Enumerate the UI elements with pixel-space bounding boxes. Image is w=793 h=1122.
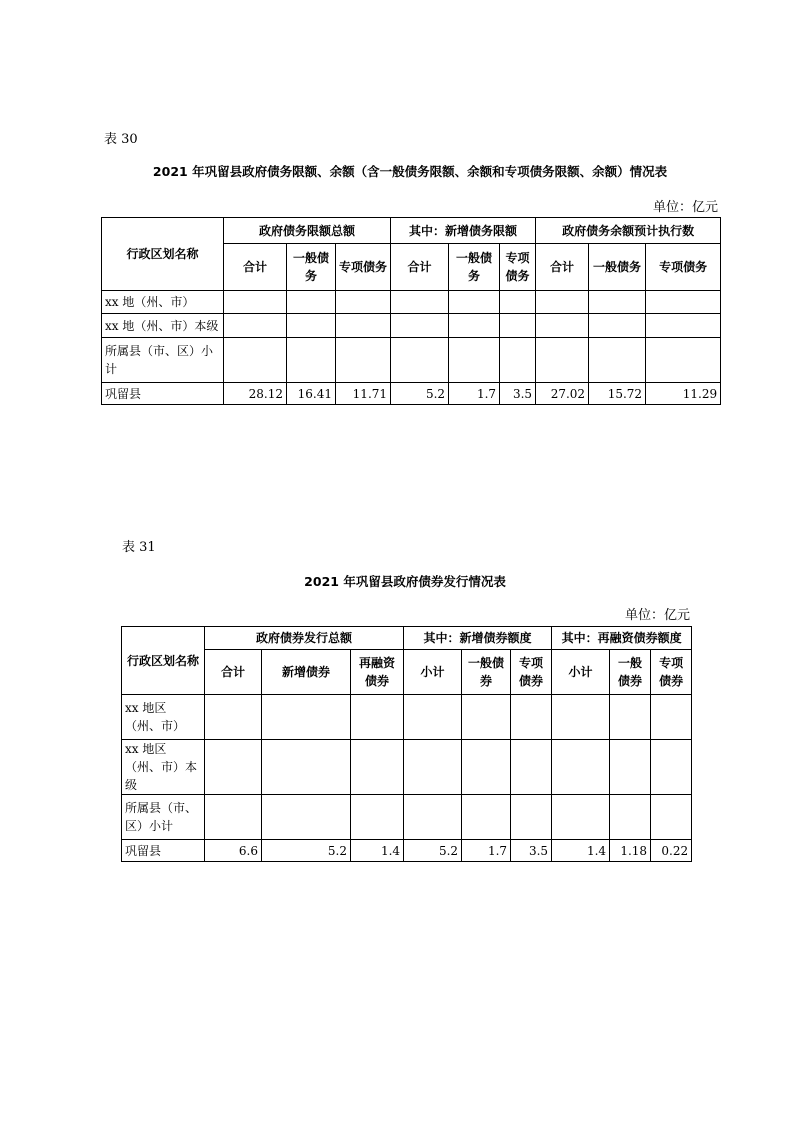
table30-region-header: 行政区划名称 bbox=[102, 218, 224, 291]
cell bbox=[287, 291, 336, 314]
cell bbox=[262, 740, 351, 795]
cell bbox=[462, 740, 511, 795]
cell bbox=[646, 291, 721, 314]
cell bbox=[351, 795, 404, 840]
cell bbox=[287, 314, 336, 338]
cell: 1.18 bbox=[610, 840, 651, 862]
cell bbox=[224, 338, 287, 383]
cell: 6.6 bbox=[205, 840, 262, 862]
cell bbox=[391, 338, 449, 383]
table30-header-row bbox=[102, 218, 721, 244]
cell bbox=[462, 695, 511, 740]
row-name: xx 地区（州、市）本级 bbox=[122, 740, 205, 795]
cell bbox=[500, 338, 536, 383]
row-name: xx 地（州、市）本级 bbox=[102, 314, 224, 338]
table31-subheader: 小计 bbox=[552, 650, 610, 695]
cell bbox=[536, 338, 589, 383]
cell bbox=[351, 740, 404, 795]
table30-subheader: 一般债务 bbox=[589, 244, 646, 291]
cell bbox=[404, 695, 462, 740]
cell bbox=[449, 314, 500, 338]
cell bbox=[500, 291, 536, 314]
table-row bbox=[122, 840, 692, 862]
table31-subheader-row bbox=[122, 650, 692, 695]
table31-subheader: 新增债券 bbox=[262, 650, 351, 695]
cell: 15.72 bbox=[589, 383, 646, 405]
cell: 1.7 bbox=[462, 840, 511, 862]
cell bbox=[646, 314, 721, 338]
row-name: 所属县（市、区）小计 bbox=[102, 338, 224, 383]
cell bbox=[589, 338, 646, 383]
table30-subheader: 合计 bbox=[224, 244, 287, 291]
cell bbox=[287, 338, 336, 383]
cell bbox=[205, 740, 262, 795]
cell: 1.4 bbox=[552, 840, 610, 862]
cell bbox=[651, 740, 692, 795]
cell bbox=[610, 795, 651, 840]
table31-group3-header: 其中：再融资债券额度 bbox=[552, 627, 692, 650]
cell bbox=[224, 291, 287, 314]
table30-subheader: 合计 bbox=[391, 244, 449, 291]
table31 bbox=[121, 626, 692, 862]
cell bbox=[511, 695, 552, 740]
table-row bbox=[102, 383, 721, 405]
table30-group3-header: 政府债务余额预计执行数 bbox=[536, 218, 721, 244]
cell bbox=[404, 740, 462, 795]
table-row bbox=[122, 695, 692, 740]
cell: 1.4 bbox=[351, 840, 404, 862]
table31-group1-header: 政府债券发行总额 bbox=[205, 627, 404, 650]
table31-title: 2021 年巩留县政府债券发行情况表 bbox=[304, 574, 506, 589]
table-row bbox=[102, 291, 721, 314]
table30-subheader: 一般债务 bbox=[287, 244, 336, 291]
cell bbox=[651, 795, 692, 840]
table30 bbox=[101, 217, 721, 405]
cell bbox=[404, 795, 462, 840]
row-name: xx 地区（州、市） bbox=[122, 695, 205, 740]
table30-unit: 单位：亿元 bbox=[652, 200, 718, 215]
cell: 3.5 bbox=[511, 840, 552, 862]
cell: 5.2 bbox=[391, 383, 449, 405]
cell bbox=[224, 314, 287, 338]
cell bbox=[589, 291, 646, 314]
table30-subheader: 专项债务 bbox=[336, 244, 391, 291]
cell bbox=[536, 314, 589, 338]
cell: 16.41 bbox=[287, 383, 336, 405]
cell: 11.29 bbox=[646, 383, 721, 405]
table31-header-row bbox=[122, 627, 692, 650]
cell: 1.7 bbox=[449, 383, 500, 405]
cell bbox=[552, 695, 610, 740]
table30-subheader: 合计 bbox=[536, 244, 589, 291]
table30-subheader: 专项债务 bbox=[500, 244, 536, 291]
table31-subheader: 一般债券 bbox=[462, 650, 511, 695]
cell bbox=[351, 695, 404, 740]
cell bbox=[511, 795, 552, 840]
cell bbox=[449, 291, 500, 314]
cell: 5.2 bbox=[404, 840, 462, 862]
cell bbox=[646, 338, 721, 383]
cell bbox=[336, 314, 391, 338]
cell bbox=[500, 314, 536, 338]
cell bbox=[536, 291, 589, 314]
cell: 0.22 bbox=[651, 840, 692, 862]
table31-subheader: 合计 bbox=[205, 650, 262, 695]
cell bbox=[391, 314, 449, 338]
cell bbox=[552, 740, 610, 795]
cell bbox=[205, 695, 262, 740]
cell bbox=[552, 795, 610, 840]
table31-label: 表 31 bbox=[122, 540, 156, 555]
table30-group1-header: 政府债务限额总额 bbox=[224, 218, 391, 244]
table30-subheader: 专项债务 bbox=[646, 244, 721, 291]
cell bbox=[462, 795, 511, 840]
table31-subheader: 专项债券 bbox=[511, 650, 552, 695]
table-row bbox=[122, 740, 692, 795]
cell bbox=[449, 338, 500, 383]
table31-subheader: 再融资债券 bbox=[351, 650, 404, 695]
cell bbox=[651, 695, 692, 740]
cell bbox=[610, 740, 651, 795]
table31-unit: 单位：亿元 bbox=[624, 608, 690, 623]
cell bbox=[262, 795, 351, 840]
cell bbox=[589, 314, 646, 338]
cell bbox=[205, 795, 262, 840]
table31-subheader: 一般债券 bbox=[610, 650, 651, 695]
cell bbox=[336, 291, 391, 314]
table31-group2-header: 其中：新增债券额度 bbox=[404, 627, 552, 650]
table30-label: 表 30 bbox=[104, 132, 138, 147]
table30-group2-header: 其中：新增债务限额 bbox=[391, 218, 536, 244]
table-row bbox=[102, 314, 721, 338]
cell bbox=[511, 740, 552, 795]
cell: 3.5 bbox=[500, 383, 536, 405]
cell: 27.02 bbox=[536, 383, 589, 405]
cell bbox=[391, 291, 449, 314]
cell: 28.12 bbox=[224, 383, 287, 405]
row-name: xx 地（州、市） bbox=[102, 291, 224, 314]
table31-subheader: 小计 bbox=[404, 650, 462, 695]
table30-title: 2021 年巩留县政府债务限额、余额（含一般债务限额、余额和专项债务限额、余额）情况表 bbox=[152, 164, 668, 179]
row-name: 巩留县 bbox=[122, 840, 205, 862]
cell: 5.2 bbox=[262, 840, 351, 862]
table30-subheader: 一般债务 bbox=[449, 244, 500, 291]
table-row bbox=[122, 795, 692, 840]
table-row bbox=[102, 338, 721, 383]
row-name: 所属县（市、区）小计 bbox=[122, 795, 205, 840]
cell bbox=[262, 695, 351, 740]
cell bbox=[336, 338, 391, 383]
cell bbox=[610, 695, 651, 740]
table31-subheader: 专项债券 bbox=[651, 650, 692, 695]
cell: 11.71 bbox=[336, 383, 391, 405]
row-name: 巩留县 bbox=[102, 383, 224, 405]
table31-region-header: 行政区划名称 bbox=[122, 627, 205, 695]
